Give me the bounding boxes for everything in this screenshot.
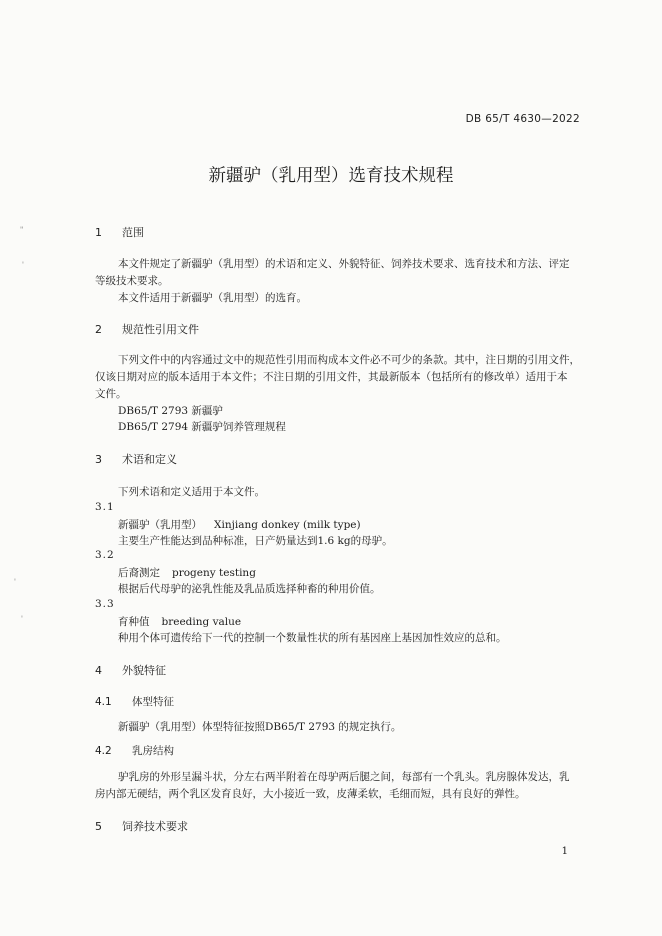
term-number: 3.3 [95,598,115,610]
subsection-title: 乳房结构 [132,745,174,757]
term-entry [118,517,361,532]
paragraph-continuation: 文件。 [95,388,127,400]
section-1-heading [95,224,144,240]
scan-speck: ' [21,615,23,623]
term-number: 3.2 [95,549,115,561]
section-2-heading [95,321,199,337]
reference-item: DB65/T 2794 新疆驴饲养管理规程 [118,421,286,433]
scan-speck: " [20,226,24,234]
paragraph: 本文件规定了新疆驴（乳用型）的术语和定义、外貌特征、饲养技术要求、选育技术和方法、评定 [118,258,570,270]
paragraph: 驴乳房的外形呈漏斗状，分左右两半附着在母驴两后腿之间，每部有一个乳头。乳房腺体发达，乳 [118,771,570,783]
paragraph-continuation: 等级技术要求。 [95,275,169,287]
section-title: 术语和定义 [122,453,177,466]
paragraph: 新疆驴（乳用型）体型特征按照DB65/T 2793 的规定执行。 [118,721,402,733]
section-number: 4 [95,664,102,677]
term-zh: 育种值 [118,616,150,628]
section-4-heading [95,662,166,678]
paragraph: 本文件适用于新疆驴（乳用型）的选育。 [118,292,307,304]
term-en: progeny testing [172,567,256,579]
reference-item: DB65/T 2793 新疆驴 [118,405,223,417]
term-entry [118,565,256,580]
document-title: 新疆驴（乳用型）选育技术规程 [208,166,454,186]
term-en: breeding value [161,616,242,628]
term-definition: 种用个体可遗传给下一代的控制一个数量性状的所有基因座上基因加性效应的总和。 [118,632,507,644]
section-number: 3 [95,453,102,466]
term-definition: 根据后代母驴的泌乳性能及乳品质选择种畜的种用价值。 [118,583,381,595]
term-definition: 主要生产性能达到品种标准，日产奶量达到1.6 kg的母驴。 [118,535,393,547]
term-entry [118,614,241,629]
subsection-number: 4.2 [95,745,112,757]
scan-speck: ' [14,578,16,586]
term-zh: 后裔测定 [118,567,160,579]
paragraph-continuation: 房内部无硬结，两个乳区发育良好，大小接近一致，皮薄柔软，毛细而短，具有良好的弹性。 [95,788,526,800]
section-number: 1 [95,226,102,239]
section-title: 范围 [122,226,144,239]
section-title: 规范性引用文件 [122,323,199,336]
section-number: 2 [95,323,102,336]
subsection-number: 4.1 [95,696,112,708]
section-title: 饲养技术要求 [122,820,188,833]
term-number: 3.1 [95,501,115,513]
section-5-heading [95,818,188,834]
paragraph-continuation: 仅该日期对应的版本适用于本文件；不注日期的引用文件，其最新版本（包括所有的修改单）适用于本 [95,371,568,383]
subsection-4-2-heading [95,743,174,758]
paragraph: 下列文件中的内容通过文中的规范性引用而构成本文件必不可少的条款。其中，注日期的引用文件， [118,354,580,366]
standard-code: DB 65/T 4630—2022 [465,113,580,125]
subsection-4-1-heading [95,694,174,709]
section-title: 外貌特征 [122,664,166,677]
term-zh: 新疆驴（乳用型） [118,519,202,531]
section-3-heading [95,451,177,467]
paragraph: 下列术语和定义适用于本文件。 [118,486,265,498]
page-number: 1 [561,846,568,857]
subsection-title: 体型特征 [132,696,174,708]
term-en: Xinjiang donkey (milk type) [214,519,361,531]
section-number: 5 [95,820,102,833]
scan-speck: ' [22,261,24,269]
